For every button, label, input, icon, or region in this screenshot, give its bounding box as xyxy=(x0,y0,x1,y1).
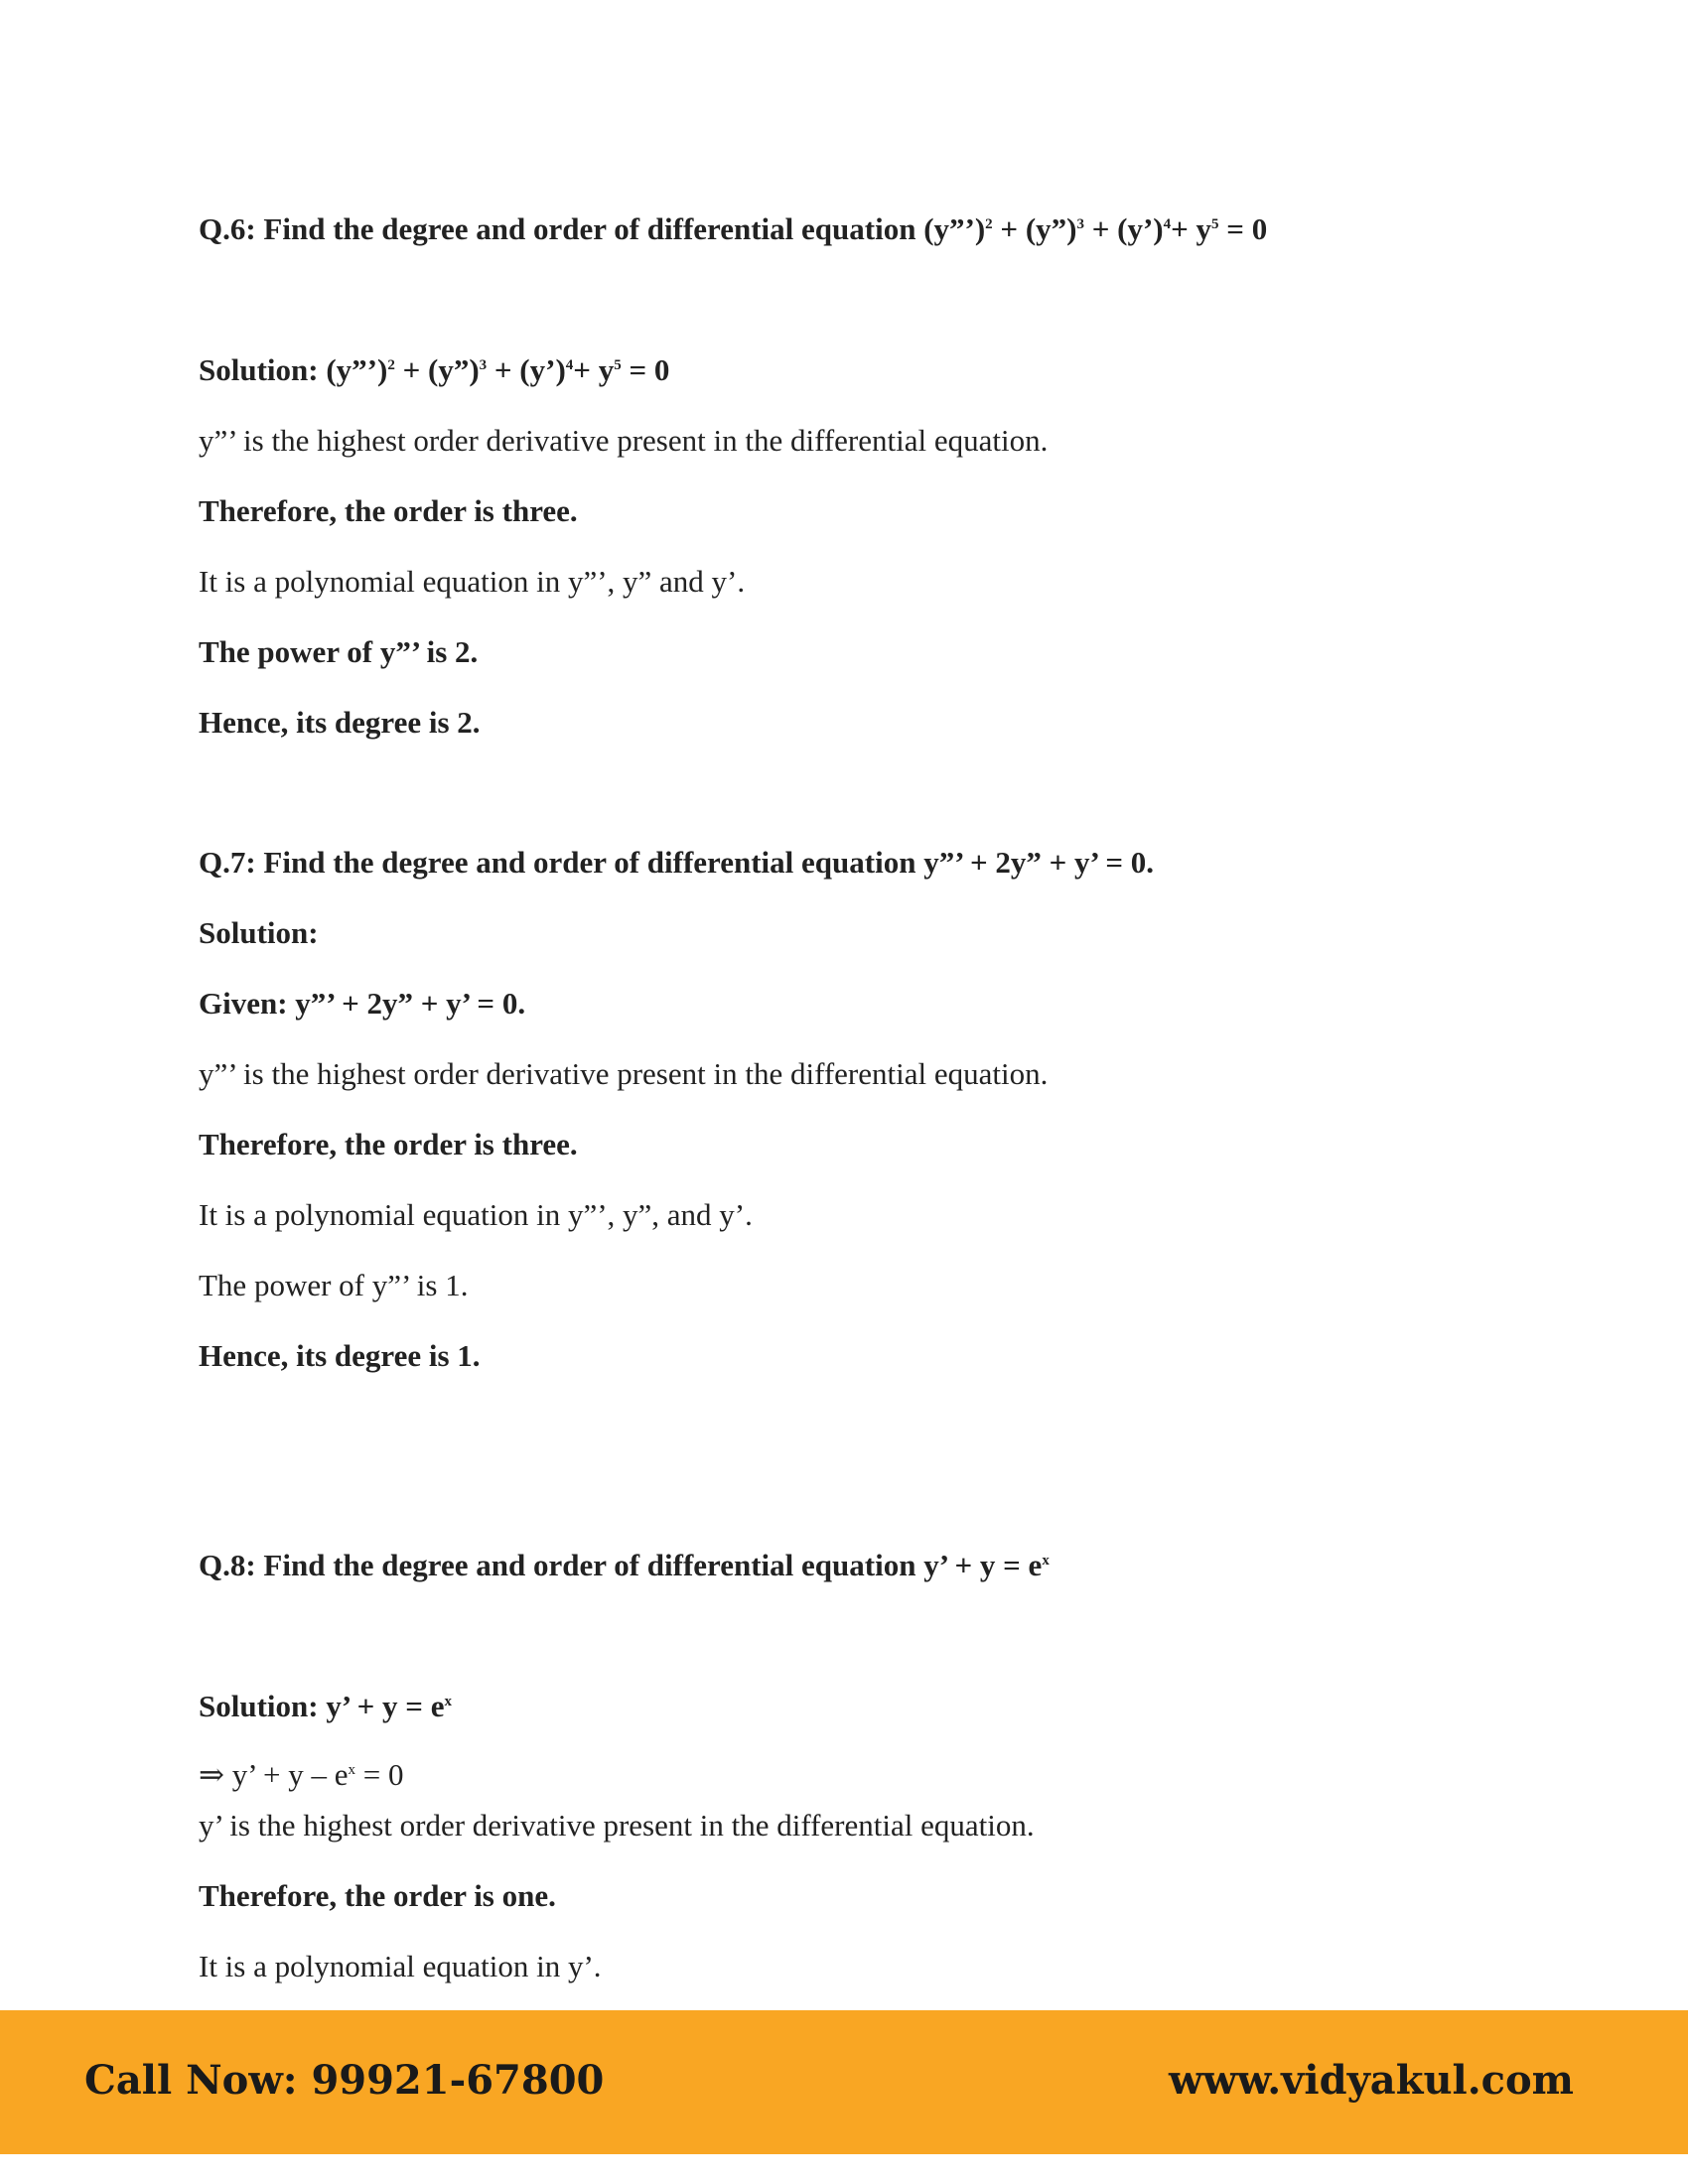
q7-line-highest-order: y”’ is the highest order derivative present in the differential equation. xyxy=(199,1056,1049,1091)
q8-implies: ⇒ y’ + $y - e^x = 0$ xyxy=(199,1757,404,1792)
q8-line-order: Therefore, the order is one. xyxy=(199,1878,556,1913)
q6-solution: Solution: (y”’)$^2$ + (y”)$^3$ + (y’)$^4$+ $y^5 = 0$ xyxy=(199,352,670,387)
footer-banner xyxy=(0,2010,1688,2154)
q6-line-order: Therefore, the order is three. xyxy=(199,493,578,528)
footer-website-link[interactable]: www.vidyakul.com xyxy=(1168,2057,1574,2104)
page-bottom-margin xyxy=(0,2154,1688,2184)
q7-line-order: Therefore, the order is three. xyxy=(199,1127,578,1161)
q6-line-power: The power of y”’ is 2. xyxy=(199,634,479,669)
q6-title: Q.6: Find the degree and order of differential equation (y”’)$^2$ + (y”)$^3$ + (y’)$^4$+ $y^5 = 0$ xyxy=(199,211,1268,246)
q6-line-polynomial: It is a polynomial equation in y”’, y” and y’. xyxy=(199,564,746,599)
q6-line-highest-order: y”’ is the highest order derivative present in the differential equation. xyxy=(199,423,1049,458)
q8-solution: Solution: y’ + $y = e^x$ xyxy=(199,1689,452,1723)
q8-line-highest-order: y’ is the highest order derivative present in the differential equation. xyxy=(199,1808,1035,1843)
q8-line-polynomial: It is a polynomial equation in y’. xyxy=(199,1949,602,1983)
q7-title: Q.7: Find the degree and order of differential equation y”’ + 2y” + y’ = 0. xyxy=(199,845,1154,880)
q6-line-degree: Hence, its degree is 2. xyxy=(199,705,481,740)
q7-given: Given: y”’ + 2y” + y’ = 0. xyxy=(199,986,526,1021)
q7-line-degree: Hence, its degree is 1. xyxy=(199,1338,481,1373)
q7-line-power: The power of y”’ is 1. xyxy=(199,1268,469,1302)
q7-solution-label: Solution: xyxy=(199,915,319,950)
q8-title: Q.8: Find the degree and order of differential equation y’ + $y = e^x$ xyxy=(199,1548,1050,1582)
q7-line-polynomial: It is a polynomial equation in y”’, y”, and y’. xyxy=(199,1197,753,1232)
footer-phone[interactable]: Call Now: 99921-67800 xyxy=(84,2057,605,2104)
